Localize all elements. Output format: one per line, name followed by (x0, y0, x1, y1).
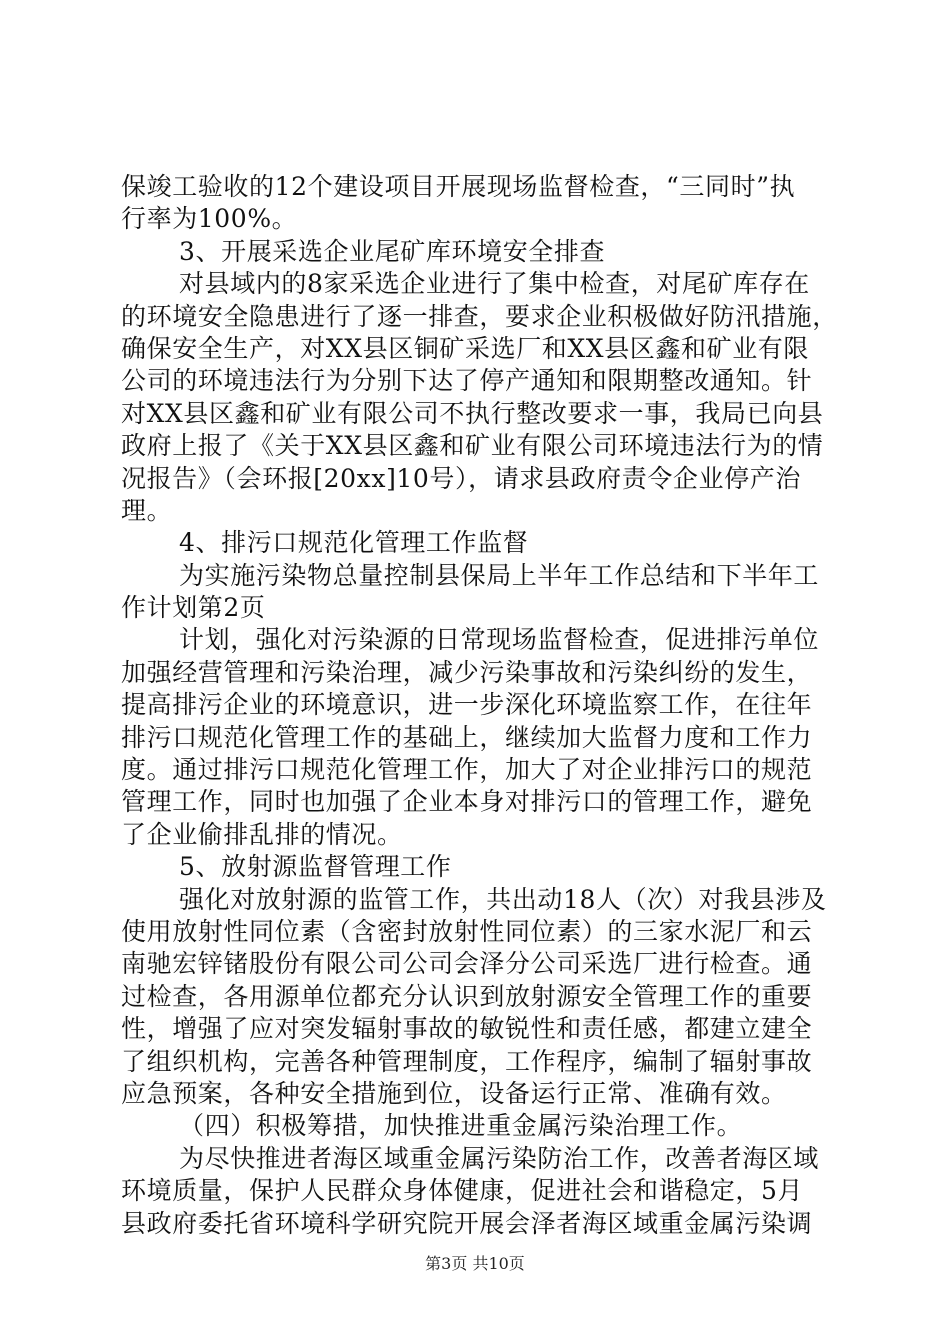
text-line: 加强经营管理和污染治理，减少污染事故和污染纠纷的发生， (121, 657, 813, 687)
text-line: 管理工作，同时也加强了企业本身对排污口的管理工作，避免 (121, 787, 813, 817)
page-footer (0, 1251, 950, 1274)
text-line: 保竣工验收的12个建设项目开展现场监督检查，“三同时”执 (121, 172, 796, 201)
text-line: 4、排污口规范化管理工作监督 (179, 528, 529, 558)
text-line: 了企业偷排乱排的情况。 (121, 819, 403, 849)
text-line: 过检查，各用源单位都充分认识到放射源安全管理工作的重要 (121, 981, 813, 1011)
text-line: 县政府委托省环境科学研究院开展会泽者海区域重金属污染调 (121, 1208, 813, 1238)
text-line: 况报告》（会环报[20xx]10号），请求县政府责令企业停产治 (121, 463, 801, 493)
text-line: 强化对放射源的监管工作，共出动18人（次）对我县涉及 (179, 884, 827, 914)
text-line: 3、开展采选企业尾矿库环境安全排查 (179, 236, 606, 266)
text-line: 使用放射性同位素（含密封放射性同位素）的三家水泥厂和云 (121, 916, 813, 946)
text-line: 对县域内的8家采选企业进行了集中检查，对尾矿库存在 (179, 269, 810, 299)
text-line: 应急预案，各种安全措施到位，设备运行正常、准确有效。 (121, 1078, 787, 1108)
text-line: 作计划第2页 (121, 593, 266, 623)
text-line: 行率为100%。 (121, 204, 298, 234)
text-line: 政府上报了《关于XX县区鑫和矿业有限公司环境违法行为的情 (121, 431, 824, 461)
text-line: 理。 (121, 495, 173, 525)
text-line: 了组织机构，完善各种管理制度，工作程序，编制了辐射事故 (121, 1046, 813, 1076)
text-line: （四）积极筹措，加快推进重金属污染治理工作。 (179, 1111, 743, 1141)
text-line: 计划，强化对污染源的日常现场监督检查，促进排污单位 (179, 625, 820, 655)
text-line: 南驰宏锌锗股份有限公司公司会泽分公司采选厂进行检查。通 (121, 949, 813, 979)
document-body (121, 171, 838, 1240)
text-line: 确保安全生产，对XX县区铜矿采选厂和XX县区鑫和矿业有限 (121, 333, 809, 363)
page-number-label: 第3页 共10页 (425, 1254, 525, 1273)
text-line: 环境质量，保护人民群众身体健康，促进社会和谐稳定，5月 (121, 1176, 804, 1206)
text-line: 性，增强了应对突发辐射事故的敏锐性和责任感，都建立建全 (121, 1014, 813, 1044)
text-line: 对XX县区鑫和矿业有限公司不执行整改要求一事，我局已向县 (121, 398, 824, 428)
text-line: 的环境安全隐患进行了逐一排查，要求企业积极做好防汛措施， (121, 301, 838, 331)
text-line: 5、放射源监督管理工作 (179, 852, 452, 882)
text-line: 度。通过排污口规范化管理工作，加大了对企业排污口的规范 (121, 755, 813, 785)
text-line: 为实施污染物总量控制县保局上半年工作总结和下半年工 (179, 560, 820, 590)
text-line: 提高排污企业的环境意识，进一步深化环境监察工作，在往年 (121, 690, 813, 720)
text-line: 公司的环境违法行为分别下达了停产通知和限期整改通知。针 (121, 366, 813, 396)
text-line: 排污口规范化管理工作的基础上，继续加大监督力度和工作力 (121, 722, 813, 752)
text-line: 为尽快推进者海区域重金属污染防治工作，改善者海区域 (179, 1143, 820, 1173)
